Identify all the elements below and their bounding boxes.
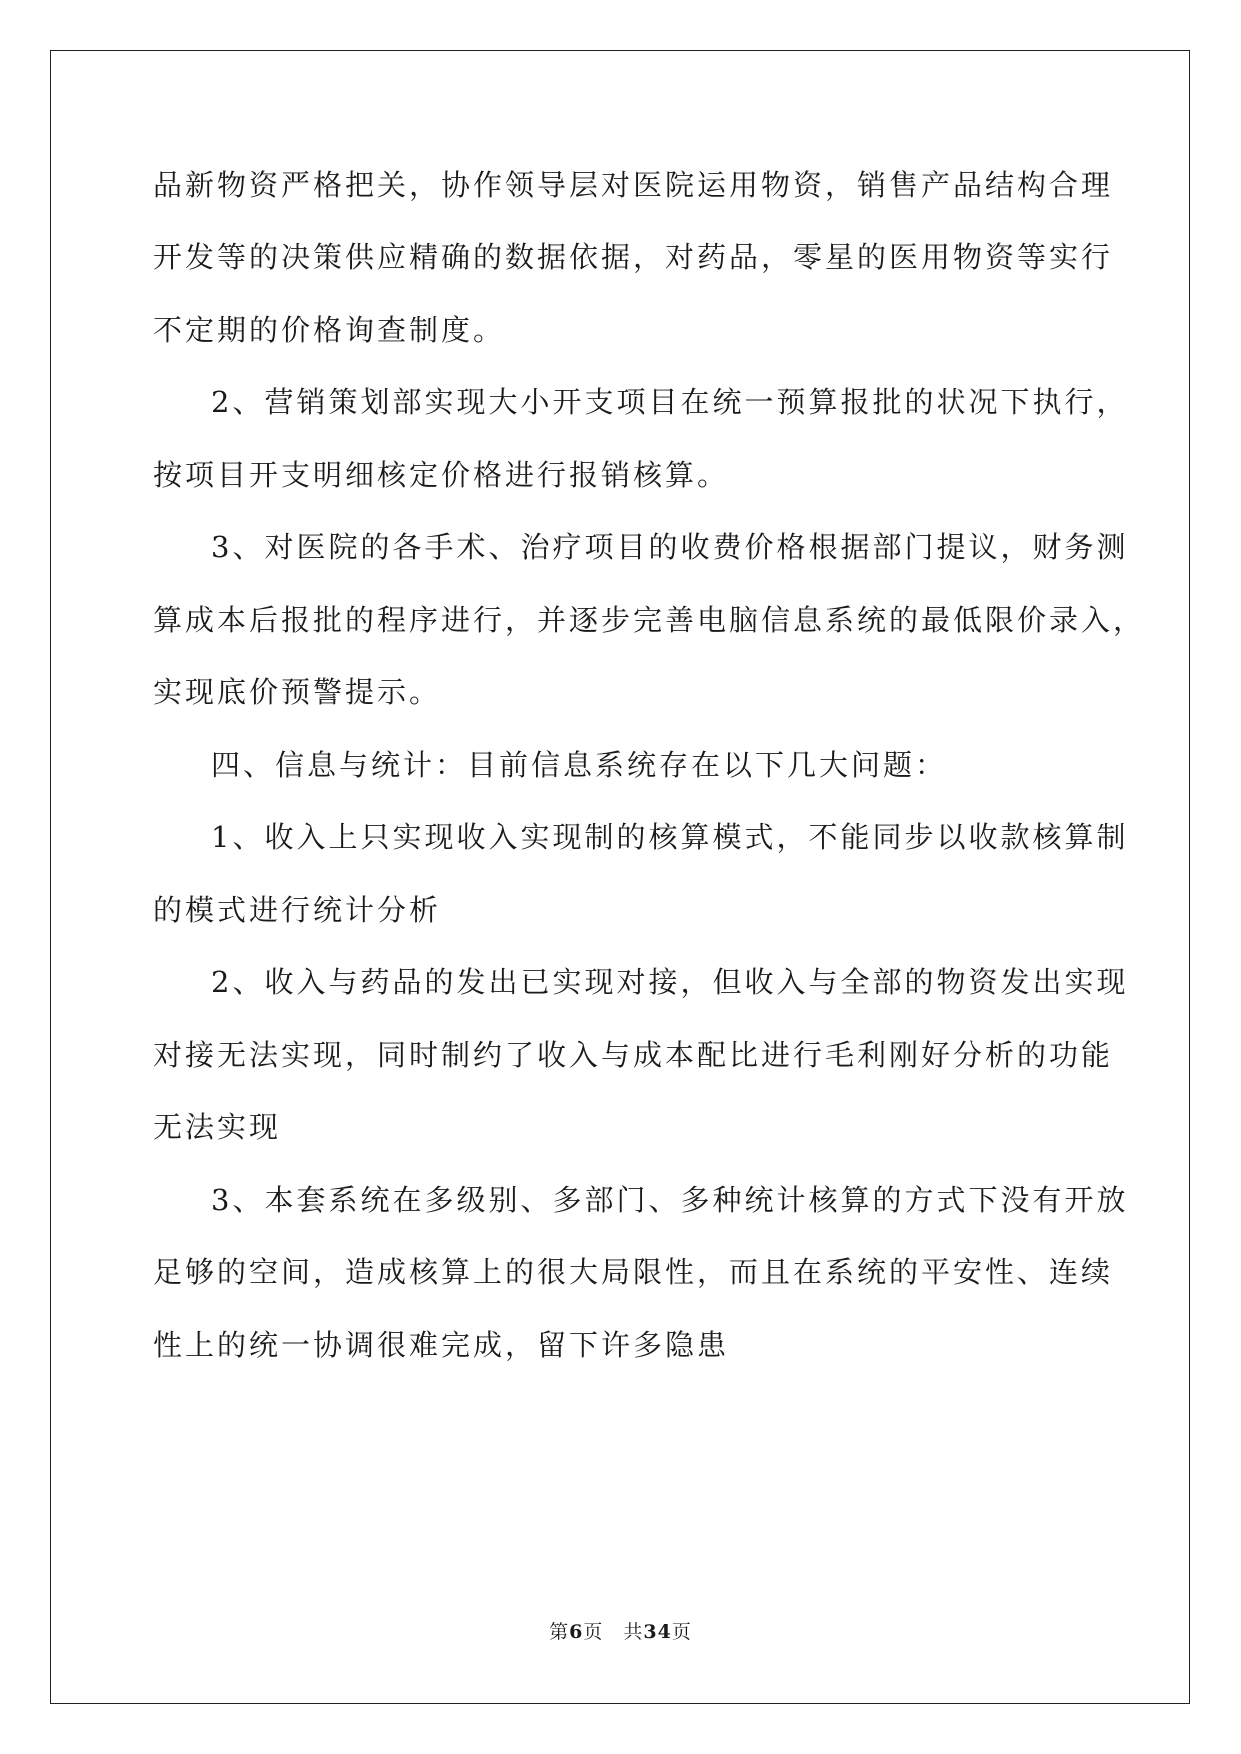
text-line: 按项目开支明细核定价格进行报销核算。 bbox=[153, 458, 730, 492]
text-line: 2、收入与药品的发出已实现对接，但收入与全部的物资发出实现 bbox=[211, 965, 1129, 999]
page-border bbox=[50, 50, 1190, 1704]
text-line: 实现底价预警提示。 bbox=[153, 675, 442, 709]
footer-mid: 页 共 bbox=[583, 1621, 644, 1643]
footer-prefix: 第 bbox=[549, 1621, 570, 1643]
text-line: 足够的空间，造成核算上的很大局限性，而且在系统的平安性、连续 bbox=[153, 1255, 1114, 1289]
total-page-count: 34 bbox=[643, 1621, 672, 1643]
text-line: 性上的统一协调很难完成，留下许多隐患 bbox=[153, 1328, 730, 1362]
page-footer bbox=[0, 1620, 1241, 1644]
text-line: 的模式进行统计分析 bbox=[153, 893, 442, 927]
section-heading: 四、信息与统计：目前信息系统存在以下几大问题： bbox=[211, 748, 948, 782]
text-line: 开发等的决策供应精确的数据依据，对药品，零星的医用物资等实行 bbox=[153, 240, 1114, 274]
text-line: 品新物资严格把关，协作领导层对医院运用物资，销售产品结构合理 bbox=[153, 168, 1114, 202]
text-line: 3、本套系统在多级别、多部门、多种统计核算的方式下没有开放 bbox=[211, 1183, 1129, 1217]
text-line: 3、对医院的各手术、治疗项目的收费价格根据部门提议，财务测 bbox=[211, 530, 1129, 564]
text-line: 对接无法实现，同时制约了收入与成本配比进行毛利刚好分析的功能 bbox=[153, 1038, 1114, 1072]
text-line: 算成本后报批的程序进行，并逐步完善电脑信息系统的最低限价录入， bbox=[153, 603, 1146, 637]
footer-suffix: 页 bbox=[671, 1621, 692, 1643]
text-line: 无法实现 bbox=[153, 1110, 282, 1144]
text-line: 不定期的价格询查制度。 bbox=[153, 313, 506, 347]
text-line: 2、营销策划部实现大小开支项目在统一预算报批的状况下执行， bbox=[211, 385, 1129, 419]
text-line: 1、收入上只实现收入实现制的核算模式，不能同步以收款核算制 bbox=[211, 820, 1129, 854]
current-page-number: 6 bbox=[569, 1621, 584, 1643]
